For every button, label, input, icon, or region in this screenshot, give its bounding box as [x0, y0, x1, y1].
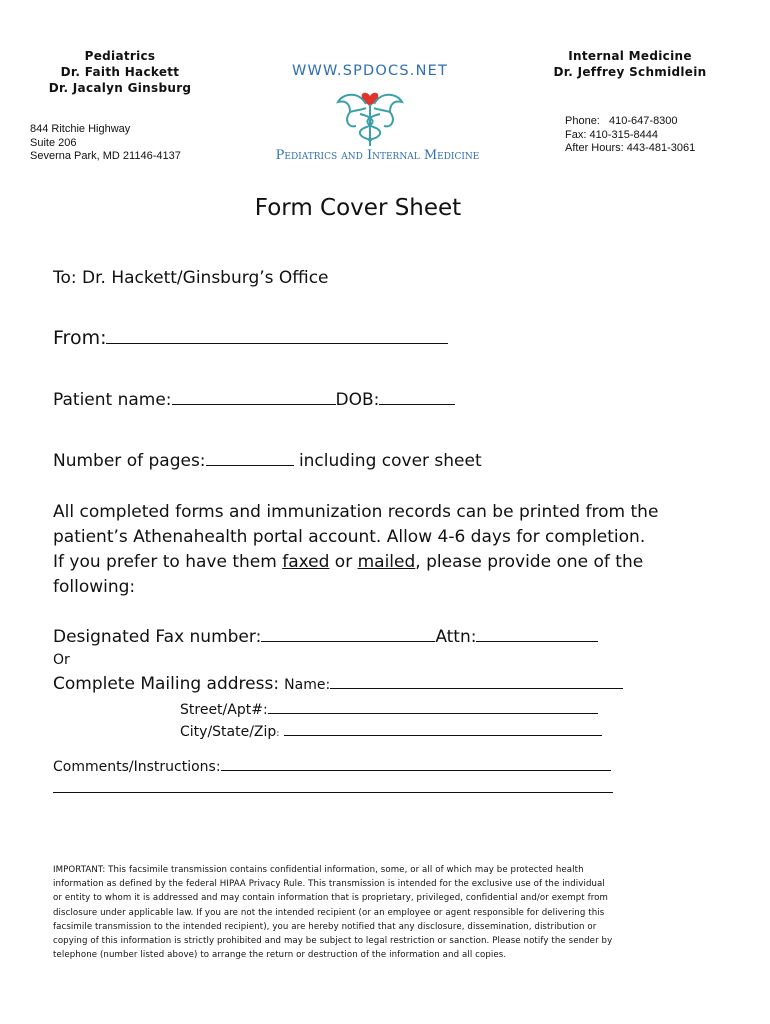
para-line — [53, 550, 658, 575]
street-label: Street/Apt#: — [180, 702, 268, 718]
mailing-row — [53, 674, 623, 694]
form-title: Form Cover Sheet — [254, 195, 462, 221]
header-right-line: Internal Medicine — [568, 49, 692, 63]
attn-label: Attn: — [435, 627, 477, 647]
address-line: Suite 206 — [30, 136, 77, 149]
pages-label: Number of pages: — [53, 451, 206, 471]
patient-row — [53, 390, 455, 410]
pages-row — [53, 451, 482, 471]
practice-logo — [250, 60, 505, 170]
from-field[interactable] — [106, 329, 448, 344]
pages-suffix: including cover sheet — [298, 451, 482, 471]
internal-medicine-doctors — [540, 48, 720, 80]
street-field[interactable] — [268, 699, 598, 714]
from-label: From: — [53, 327, 107, 349]
fax-label: Designated Fax number: — [53, 627, 262, 647]
header-left-line: Dr. Faith Hackett — [60, 65, 180, 79]
para-line: following: — [53, 577, 136, 597]
city-row — [180, 721, 602, 740]
pages-field[interactable] — [206, 451, 294, 466]
comments-label: Comments/Instructions: — [53, 759, 221, 775]
faxed-word: faxed — [282, 552, 330, 572]
notice-line: facsimile transmission to the intended recipient), you are hereby notified that any disclosure, dissemination, distribution or — [53, 921, 597, 932]
address-line: Severna Park, MD 21146-4137 — [30, 150, 181, 162]
name-label: Name: — [284, 677, 331, 693]
para-line: patient’s Athenahealth portal account. Allow 4-6 days for completion. — [53, 527, 646, 547]
contact-line: Phone: 410-647-8300 — [565, 115, 678, 127]
header-right-line: Dr. Jeffrey Schmidlein — [553, 65, 707, 79]
comments-row — [53, 756, 611, 775]
para-text: , please provide one of the — [415, 552, 644, 572]
comments-field-line2[interactable] — [53, 792, 613, 793]
dob-field[interactable] — [379, 390, 455, 405]
instructions-paragraph — [53, 500, 658, 600]
notice-line: disclosure under applicable law. If you are not the intended recipient (or an employee or agent responsible for delivering this — [53, 907, 605, 918]
para-text: or — [329, 552, 358, 572]
attn-field[interactable] — [476, 627, 598, 642]
dob-label: DOB: — [335, 390, 380, 410]
to-line: To: Dr. Hackett/Ginsburg’s Office — [53, 268, 329, 288]
contact-line: Fax: 410-315-8444 — [565, 128, 658, 141]
fax-row — [53, 627, 598, 647]
logo-url: WWW.SPDOCS.NET — [291, 63, 449, 79]
notice-line: or entity to whom it is addressed and may contain information that is proprietary, privileged, confidential and/or exempt from — [53, 893, 608, 904]
city-label: City/State/Zip — [180, 724, 277, 740]
header-left-line: Pediatrics — [84, 49, 156, 63]
para-line: All completed forms and immunization records can be printed from the — [53, 502, 659, 522]
office-contact — [565, 115, 695, 156]
notice-line: IMPORTANT: This facsimile transmission contains confidential information, some, or all of which may be protected health — [53, 865, 584, 875]
header-left-line: Dr. Jacalyn Ginsburg — [48, 81, 192, 95]
pediatrics-doctors — [30, 48, 210, 96]
street-row — [180, 699, 598, 718]
city-field[interactable] — [284, 721, 602, 736]
mail-label: Complete Mailing address: — [53, 674, 280, 694]
notice-line: copying of this information is strictly prohibited and may be subject to legal restriction or sanction. Please notify the sender by — [53, 936, 613, 947]
contact-line: After Hours: 443-481-3061 — [565, 142, 696, 154]
mailed-word: mailed — [357, 552, 416, 572]
office-address — [30, 123, 181, 164]
comments-field[interactable] — [221, 756, 611, 771]
logo-tagline: Pediatrics and Internal Medicine — [275, 148, 480, 163]
notice-line: information as defined by the federal HIPAA Privacy Rule. This transmission is intended for the exclusive use of the individual — [53, 879, 605, 890]
caduceus-heart-icon — [320, 82, 420, 154]
or-text: Or — [53, 652, 70, 668]
address-line: 844 Ritchie Highway — [30, 123, 131, 135]
mail-name-field[interactable] — [330, 674, 623, 689]
from-row — [53, 327, 448, 349]
notice-line: telephone (number listed above) to arrange the return or destruction of the information and all copies. — [53, 950, 507, 961]
city-colon: : — [276, 729, 280, 739]
patient-name-field[interactable] — [172, 390, 336, 405]
para-text: If you prefer to have them — [53, 552, 283, 572]
fax-field[interactable] — [261, 627, 435, 642]
confidentiality-notice — [53, 863, 673, 962]
patient-name-label: Patient name: — [53, 390, 172, 410]
